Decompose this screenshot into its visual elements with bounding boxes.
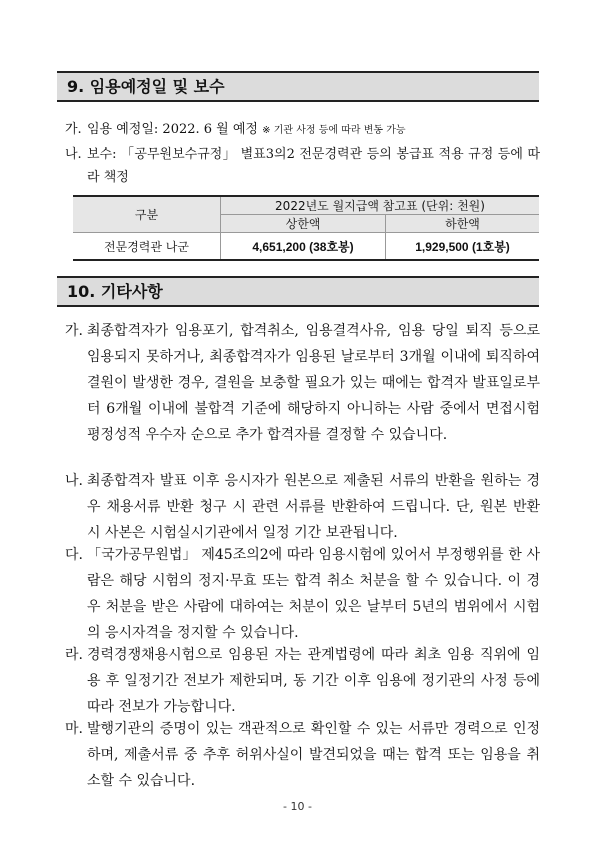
item-note: ※ 기관 사정 등에 따라 변동 가능	[262, 125, 406, 136]
section-10-item-3	[65, 542, 540, 646]
section-9-item-2	[65, 143, 540, 189]
page-number: - 10 -	[283, 800, 312, 813]
item-marker: 라.	[65, 647, 83, 663]
item-marker: 다.	[65, 547, 83, 563]
table-upper-value: 4,651,200 (38호봉)	[221, 233, 386, 261]
item-marker: 마.	[65, 721, 83, 737]
item-marker: 나.	[65, 473, 83, 489]
item-text: 「국가공무원법」 제45조의2에 따라 임용시험에 있어서 부정행위를 한 사람은 해당 시험의 정지·무효 또는 합격 취소 처분을 할 수 있습니다. 이 경우 처분을 받은 사람에 대하여는 처분이 있은 날부터 5년의 범위에서 시험의 응시자격을 정지할 수 있습니다.	[87, 547, 540, 641]
item-marker: 나.	[65, 147, 82, 162]
section-10-item-4	[65, 642, 540, 720]
item-text	[87, 118, 540, 142]
table-upper-label: 상한액	[221, 215, 386, 233]
item-text: 발행기관의 증명이 있는 객관적으로 확인할 수 있는 서류만 경력으로 인정하며, 제출서류 중 추후 허위사실이 발견되었을 때는 합격 또는 임용을 취소할 수 있습니다.	[87, 721, 540, 789]
item-marker: 가.	[65, 122, 82, 137]
section-10-item-5	[65, 716, 540, 794]
salary-table	[73, 195, 539, 261]
table-lower-value: 1,929,500 (1호봉)	[386, 233, 539, 261]
section-10-item-2	[65, 468, 540, 546]
section-9-header	[57, 71, 539, 102]
table-col-header: 구분	[73, 196, 221, 233]
item-text-main: 임용 예정일: 2022. 6 월 예정	[87, 122, 263, 137]
item-marker: 가.	[65, 323, 83, 339]
section-9-item-1	[65, 118, 540, 142]
item-text: 경력경쟁채용시험으로 임용된 자는 관계법령에 따라 최초 임용 직위에 임용 후 일정기간 전보가 제한되며, 동 기간 이후 임용에 정기관의 사정 등에 따라 전보가 가능합니다.	[87, 647, 540, 715]
item-text: 보수: 「공무원보수규정」 별표3의2 전문경력관 등의 봉급표 적용 규정 등에 따라 책정	[87, 147, 540, 185]
table-lower-label: 하한액	[386, 215, 539, 233]
section-10-title: 10. 기타사항	[67, 282, 163, 301]
table-row-label: 전문경력관 나군	[73, 233, 221, 261]
table-group-header: 2022년도 월지급액 참고표 (단위: 천원)	[221, 196, 540, 215]
item-text: 최종합격자 발표 이후 응시자가 원본으로 제출된 서류의 반환을 원하는 경우 채용서류 반환 청구 시 관련 서류를 반환하여 드립니다. 단, 원본 반환 시 사본은 시험실시기관에서 일정 기간 보관됩니다.	[87, 473, 540, 541]
section-9-title: 9. 임용예정일 및 보수	[67, 77, 225, 96]
section-10-item-1	[65, 318, 540, 448]
section-10-header	[57, 276, 539, 307]
item-text: 최종합격자가 임용포기, 합격취소, 임용결격사유, 임용 당일 퇴직 등으로 임용되지 못하거나, 최종합격자가 임용된 날로부터 3개월 이내에 퇴직하여 결원이 발생한 경우, 결원을 보충할 필요가 있는 때에는 합격자 발표일로부터 6개월 이내에 불합격 기준에 해당하지 아니하는 사람 중에서 면접시험 평정성적 우수자 순으로 추가 합격자를 결정할 수 있습니다.	[87, 323, 540, 443]
